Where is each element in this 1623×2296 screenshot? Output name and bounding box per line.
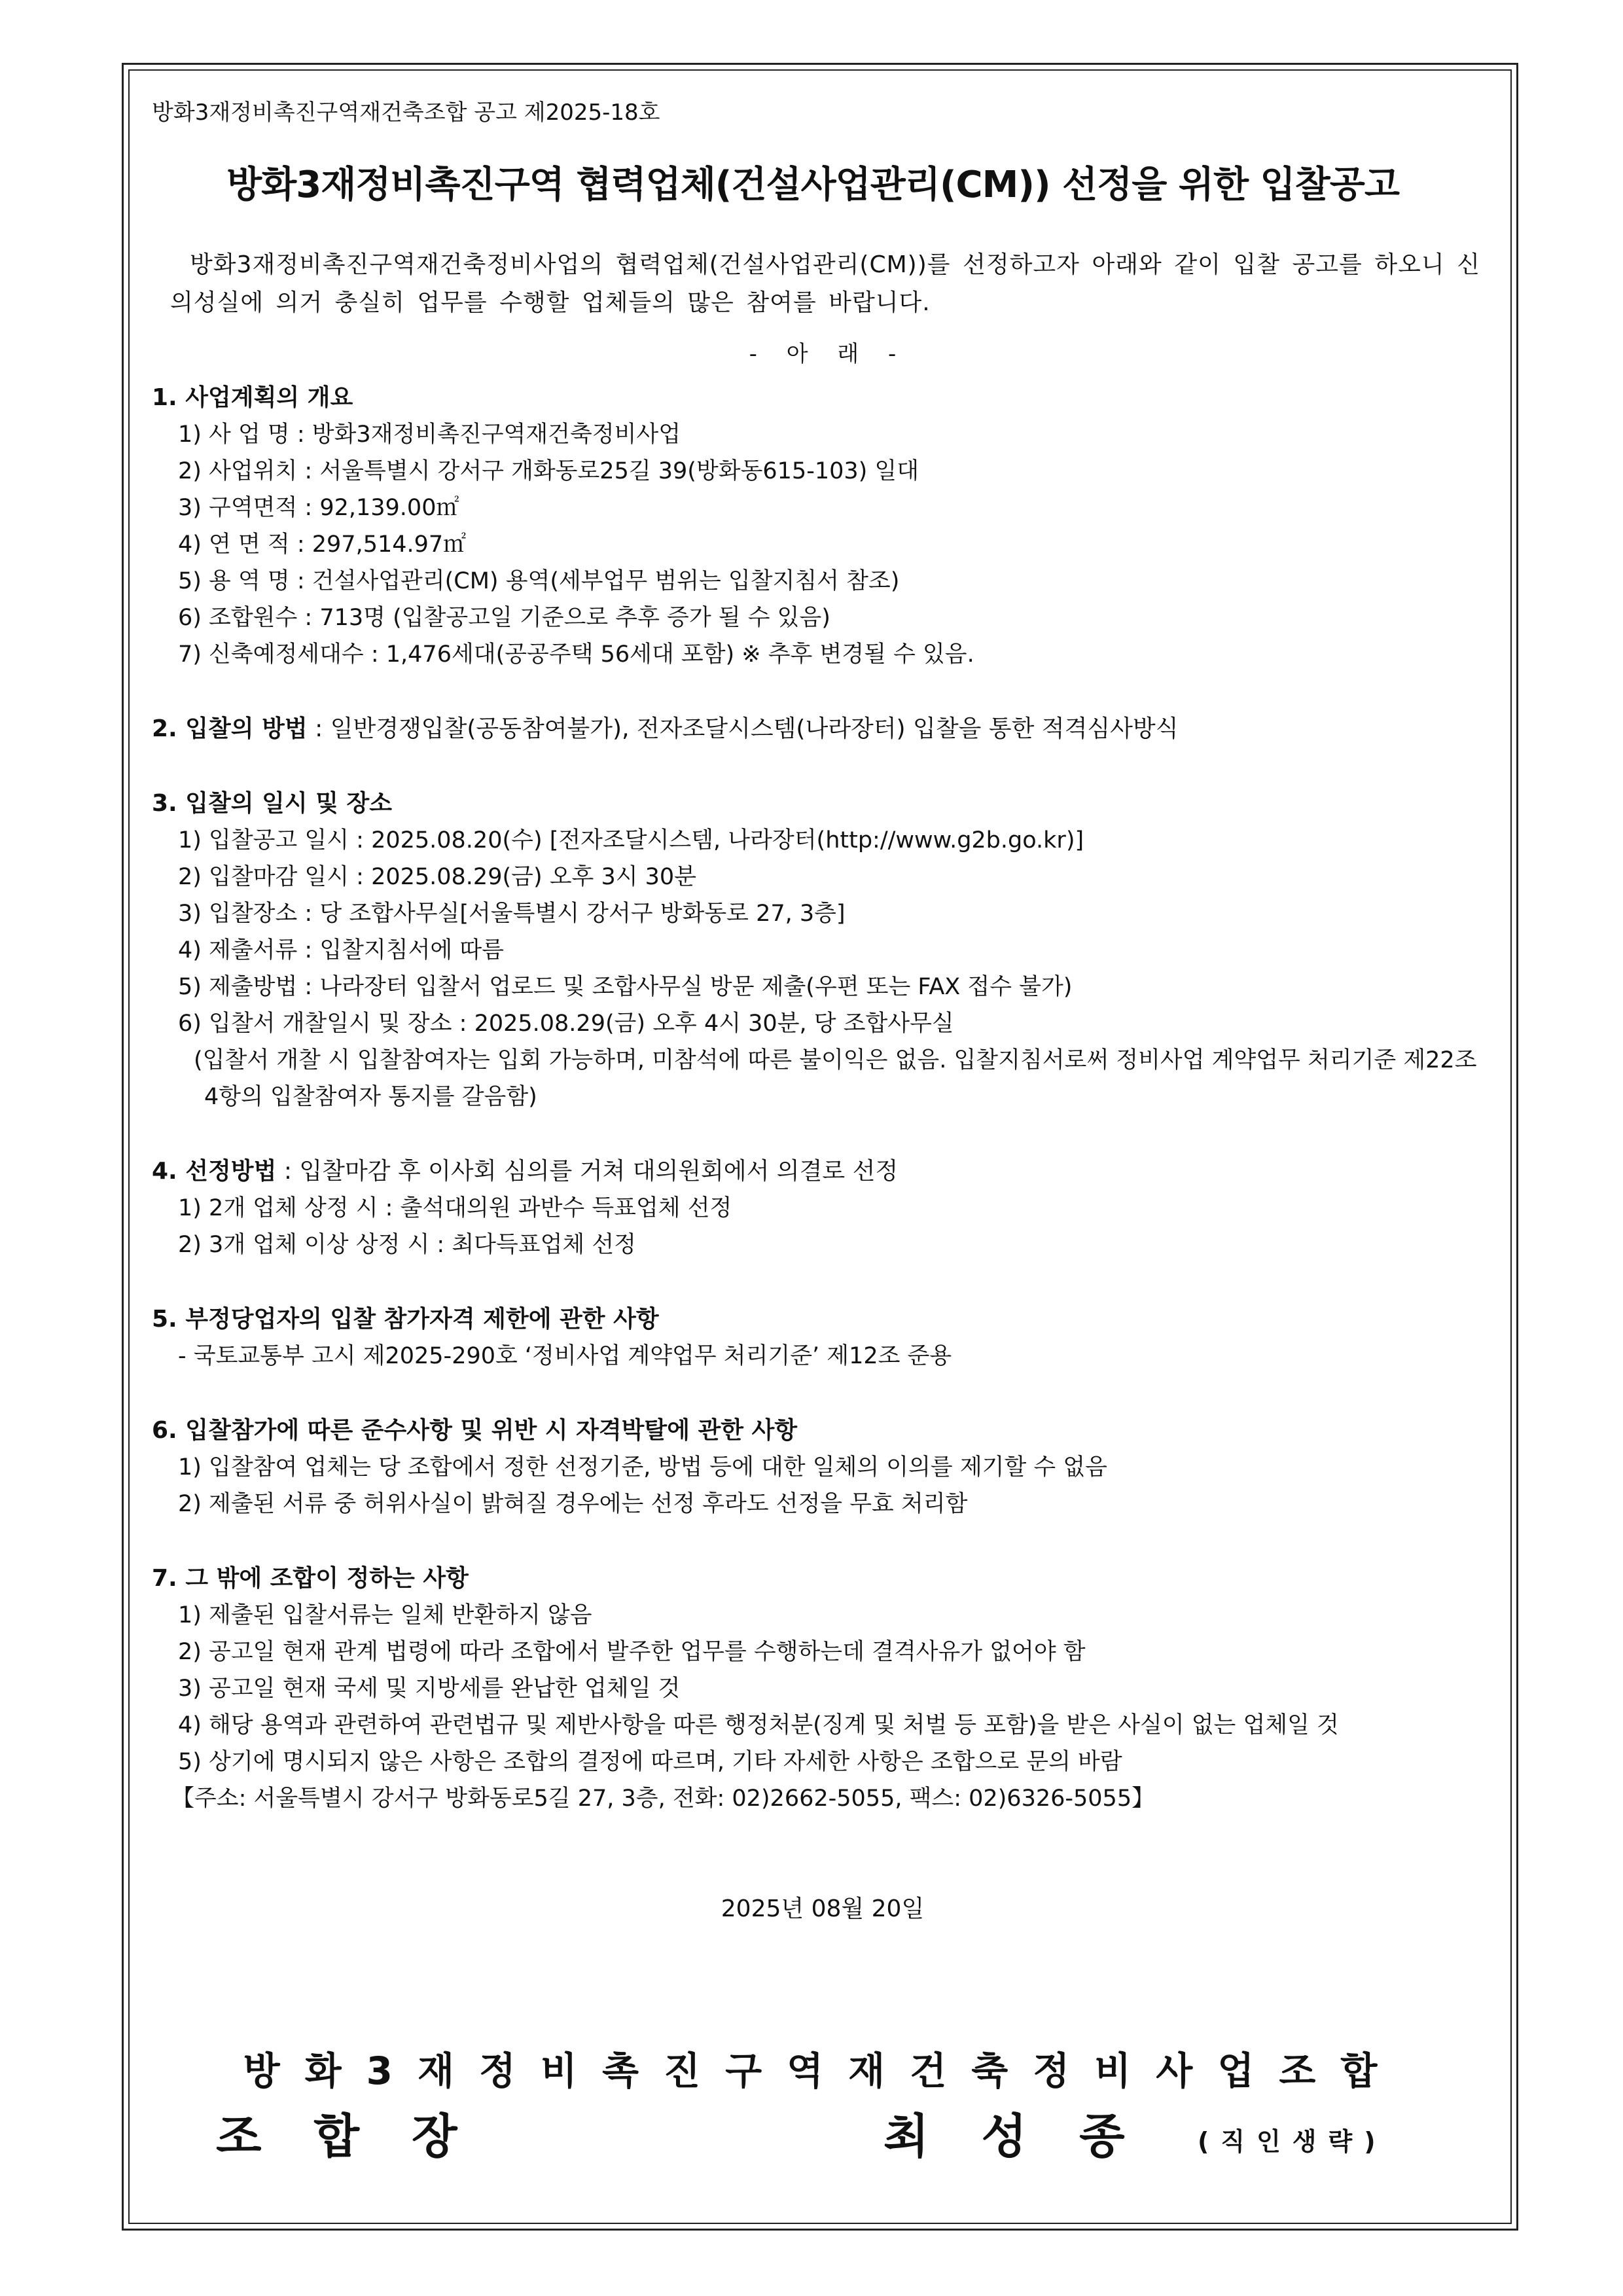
list-item: 7) 신축예정세대수 : 1,476세대(공공주택 56세대 포함) ※ 추후 변경될 수 있음. — [178, 641, 974, 668]
intro-paragraph — [152, 246, 1493, 322]
list-item: 4) 제출서류 : 입찰지침서에 따름 — [178, 937, 504, 963]
list-item: 3) 입찰장소 : 당 조합사무실[서울특별시 강서구 방화동로 27, 3층] — [178, 901, 846, 927]
section-6 — [152, 1412, 1493, 1522]
section-1 — [152, 380, 1493, 673]
notice-body — [152, 98, 1493, 1926]
section-5 — [152, 1301, 1493, 1374]
list-item: 2) 제출된 서류 중 허위사실이 밝혀질 경우에는 선정 후라도 선정을 무효 처리함 — [178, 1491, 968, 1517]
list-item: 2) 3개 업체 이상 상정 시 : 최다득표업체 선정 — [178, 1232, 636, 1258]
list-item: 2) 사업위치 : 서울특별시 강서구 개화동로25길 39(방화동615-103) 일대 — [178, 458, 919, 484]
list-item: 3) 구역면적 : 92,139.00㎡ — [178, 495, 459, 521]
list-item: 4) 연 면 적 : 297,514.97㎡ — [178, 531, 467, 558]
section-4 — [152, 1153, 1493, 1263]
list-item: 1) 입찰공고 일시 : 2025.08.20(수) [전자조달시스템, 나라장터(http://www.g2b.go.kr)] — [178, 827, 1084, 853]
section-2-title: 2. 입찰의 방법 — [152, 715, 308, 742]
signer-role: 조합장 — [216, 2109, 510, 2164]
section-6-title: 6. 입찰참가에 따른 준수사항 및 위반 시 자격박탈에 관한 사항 — [152, 1417, 798, 1444]
list-item: 6) 조합원수 : 713명 (입찰공고일 기준으로 추후 증가 될 수 있음) — [178, 605, 830, 631]
section-2-text: : 일반경쟁입찰(공동참여불가), 전자조달시스템(나라장터) 입찰을 통한 적격심사방식 — [307, 715, 1179, 742]
list-item: 2) 입찰마감 일시 : 2025.08.29(금) 오후 3시 30분 — [178, 864, 697, 890]
section-3 — [152, 785, 1493, 1115]
section-4-text: : 입찰마감 후 이사회 심의를 거쳐 대의원회에서 의결로 선정 — [276, 1158, 899, 1185]
list-item: 5) 상기에 명시되지 않은 사항은 조합의 결정에 따르며, 기타 자세한 사항은 조합으로 문의 바람 — [178, 1749, 1122, 1775]
section-7 — [152, 1560, 1493, 1817]
intro-text: 방화3재정비촉진구역재건축정비사업의 협력업체(건설사업관리(CM))를 선정하고자 아래와 같이 입찰 공고를 하오니 신의성실에 의거 충실히 업무를 수행할 업체들의 많은 참여를 바랍니다. — [170, 251, 1480, 316]
list-item: 2) 공고일 현재 관계 법령에 따라 조합에서 발주한 업무를 수행하는데 결격사유가 없어야 함 — [178, 1639, 1086, 1665]
list-item: 1) 제출된 입찰서류는 일체 반환하지 않음 — [178, 1602, 592, 1628]
list-item: 5) 제출방법 : 나라장터 입찰서 업로드 및 조합사무실 방문 제출(우편 또는 FAX 접수 불가) — [178, 974, 1073, 1000]
signature-block — [216, 2104, 1499, 2169]
ahrae-heading: - 아 래 - — [749, 341, 897, 367]
section-7-title: 7. 그 밖에 조합이 정하는 사항 — [152, 1565, 469, 1592]
list-item: - 국토교통부 고시 제2025-290호 ‘정비사업 계약업무 처리기준’ 제12조 준용 — [178, 1343, 952, 1369]
signer-name: 최성종 — [883, 2109, 1177, 2164]
contact-address: 【주소: 서울특별시 강서구 방화동로5길 27, 3층, 전화: 02)2662-5055, 팩스: 02)6326-5055】 — [171, 1785, 1155, 1812]
section-5-title: 5. 부정당업자의 입찰 참가자격 제한에 관한 사항 — [152, 1306, 659, 1333]
list-item: 3) 공고일 현재 국세 및 지방세를 완납한 업체일 것 — [178, 1676, 681, 1702]
notice-date: 2025년 08월 20일 — [721, 1895, 925, 1922]
section-3-title: 3. 입찰의 일시 및 장소 — [152, 790, 393, 817]
list-item: 5) 용 역 명 : 건설사업관리(CM) 용역(세부업무 범위는 입찰지침서 참조) — [178, 568, 900, 594]
list-item: 1) 사 업 명 : 방화3재정비촉진구역재건축정비사업 — [178, 422, 681, 448]
list-item: 1) 2개 업체 상정 시 : 출석대의원 과반수 득표업체 선정 — [178, 1195, 732, 1221]
list-item: 4) 해당 용역과 관련하여 관련법규 및 제반사항을 따른 행정처분(징계 및 처벌 등 포함)을 받은 사실이 없는 업체일 것 — [178, 1712, 1339, 1738]
opening-note: (입찰서 개찰 시 입찰참여자는 입회 가능하며, 미참석에 따른 불이익은 없음. 입찰지침서로써 정비사업 계약업무 처리기준 제22조4항의 입찰참여자 통지를 갈음함) — [194, 1047, 1477, 1110]
list-item: 6) 입찰서 개찰일시 및 장소 : 2025.08.29(금) 오후 4시 30분, 당 조합사무실 — [178, 1011, 954, 1037]
section-1-title: 1. 사업계획의 개요 — [152, 384, 353, 411]
section-4-title: 4. 선정방법 — [152, 1158, 277, 1185]
list-item: 1) 입찰참여 업체는 당 조합에서 정한 선정기준, 방법 등에 대한 일체의 이의를 제기할 수 없음 — [178, 1454, 1107, 1480]
association-name: 방화3재정비촉진구역재건축정비사업조합 — [243, 2049, 1402, 2093]
document-title: 방화3재정비촉진구역 협력업체(건설사업관리(CM)) 선정을 위한 입찰공고 — [226, 164, 1399, 206]
section-2 — [152, 711, 1493, 747]
seal-omitted-note: (직인생략) — [1198, 2127, 1387, 2156]
notice-number: 방화3재정비촉진구역재건축조합 공고 제2025-18호 — [152, 99, 660, 126]
